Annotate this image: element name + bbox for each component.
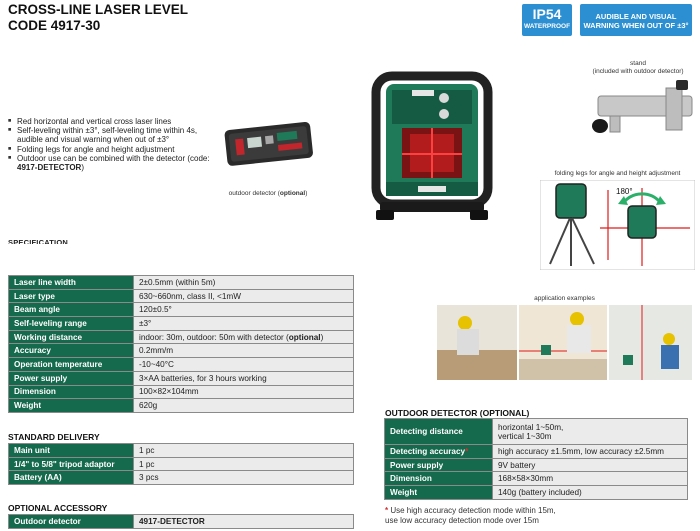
application-examples-image [437,305,692,380]
stand-caption-line-2: (included with outdoor detector) [592,68,684,75]
spec-value: 2±0.5mm (within 5m) [134,276,354,290]
table-row [9,457,354,471]
optional-accessory-table [8,514,354,529]
table-row [385,458,688,472]
audible-warning-badge [580,4,692,36]
table-row [9,515,354,529]
detector-value-line-2: vertical 1~30m [498,431,552,441]
feature-text-end: ) [81,163,84,173]
caption-text: outdoor detector ( [228,190,280,197]
outdoor-detector-heading: OUTDOOR DETECTOR (OPTIONAL) [385,408,530,418]
table-row [9,344,354,358]
audible-line-1: AUDIBLE AND VISUAL [595,12,677,21]
folding-legs-caption: folding legs for angle and height adjustment [554,170,681,177]
detector-value: 168×58×30mm [493,472,688,486]
footnote-line-1: Use high accuracy detection mode within 15m, [390,506,556,515]
delivery-label: Main unit [9,444,134,458]
table-row [9,358,354,372]
delivery-value: 1 pc [134,457,354,471]
table-row [9,303,354,317]
table-row [9,385,354,399]
laser-level-image [358,62,506,227]
spec-value-text: indoor: 30m, outdoor: 50m with detector ( [139,332,289,342]
page-title [8,2,188,34]
delivery-value: 1 pc [134,444,354,458]
spec-label: Dimension [9,385,134,399]
ip54-badge [522,4,572,36]
table-row [9,399,354,413]
title-line-1: CROSS-LINE LASER LEVEL [8,2,189,17]
ip-rating: IP54 [532,6,562,22]
spec-value [134,330,354,344]
spec-label: Weight [9,399,134,413]
legs-angle-label: 180° [616,187,633,196]
spec-label: Power supply [9,371,134,385]
footnote-asterisk: * [385,506,389,515]
delivery-label: 1/4" to 5/8" tripod adaptor [9,457,134,471]
outdoor-detector-image [218,110,318,182]
application-examples-caption: application examples [534,295,595,302]
feature-item: ■ Red horizontal and vertical cross laser lines [8,117,213,126]
spec-value: -10~40°C [134,358,354,372]
spec-value: 100×82×104mm [134,385,354,399]
outdoor-detector-table [384,418,688,500]
table-row [385,445,688,459]
spec-label: Accuracy [9,344,134,358]
outdoor-detector-caption [218,190,318,197]
detector-label-text: Detecting accuracy [390,446,466,456]
spec-value: 620g [134,399,354,413]
detector-value: high accuracy ±1.5mm, low accuracy ±2.5mm [493,445,688,459]
asterisk-marker: * [465,446,469,456]
table-row [9,276,354,290]
audible-line-2: WARNING WHEN OUT OF ±3° [583,21,689,30]
spec-value: 0.2mm/m [134,344,354,358]
feature-item [8,154,213,172]
caption-end: ) [305,190,308,197]
specification-heading: SPECIFICATION [8,238,68,244]
ip-waterproof-label: WATERPROOF [523,23,571,30]
table-row [9,471,354,485]
delivery-label: Battery (AA) [9,471,134,485]
table-row [385,486,688,500]
optional-accessory-heading: OPTIONAL ACCESSORY [8,503,108,513]
spec-value-end: ) [320,332,324,342]
table-row [385,419,688,445]
detector-label: Power supply [385,458,493,472]
detector-label: Weight [385,486,493,500]
standard-delivery-table [8,443,354,485]
feature-list [8,117,213,172]
specification-table [8,275,354,413]
table-row [9,289,354,303]
spec-label: Operation temperature [9,358,134,372]
table-row [9,317,354,331]
spec-label: Laser line width [9,276,134,290]
spec-label: Self-leveling range [9,317,134,331]
feature-item: ■ Folding legs for angle and height adjustment [8,145,213,154]
detector-value-line-1: horizontal 1~50m, [498,422,564,432]
spec-value: 3×AA batteries, for 3 hours working [134,371,354,385]
spec-label: Laser type [9,289,134,303]
detector-label: Detecting distance [385,419,493,445]
accuracy-footnote [385,506,556,526]
stand-image [590,80,695,140]
table-row [9,330,354,344]
feature-detector-code: 4917-DETECTOR [17,163,82,173]
spec-label: Working distance [9,330,134,344]
detector-label: Dimension [385,472,493,486]
feature-text: Outdoor use can be combined with the detector (code: [17,153,210,163]
stand-caption [580,60,696,76]
delivery-value: 3 pcs [134,471,354,485]
title-line-2: CODE 4917-30 [8,18,101,33]
footnote-line-2: use low accuracy detection mode over 15m [385,516,539,525]
detector-value: 9V battery [493,458,688,472]
stand-caption-line-1: stand [630,60,646,67]
table-row [9,371,354,385]
spec-label: Beam angle [9,303,134,317]
folding-legs-image [540,180,695,270]
detector-label [385,445,493,459]
standard-delivery-heading: STANDARD DELIVERY [8,432,100,442]
spec-value-optional: optional [288,332,321,342]
accessory-value: 4917-DETECTOR [134,515,354,529]
caption-optional: optional [279,190,306,197]
spec-value: 630~660nm, class II, <1mW [134,289,354,303]
spec-value: 120±0.5° [134,303,354,317]
spec-value: ±3° [134,317,354,331]
table-row [9,444,354,458]
detector-value: 140g (battery included) [493,486,688,500]
accessory-label: Outdoor detector [9,515,134,529]
table-row [385,472,688,486]
feature-item: ■ Self-leveling within ±3°, self-leveling time within 4s, audible and visual warning when out of ±3° [8,126,213,144]
detector-value [493,419,688,445]
